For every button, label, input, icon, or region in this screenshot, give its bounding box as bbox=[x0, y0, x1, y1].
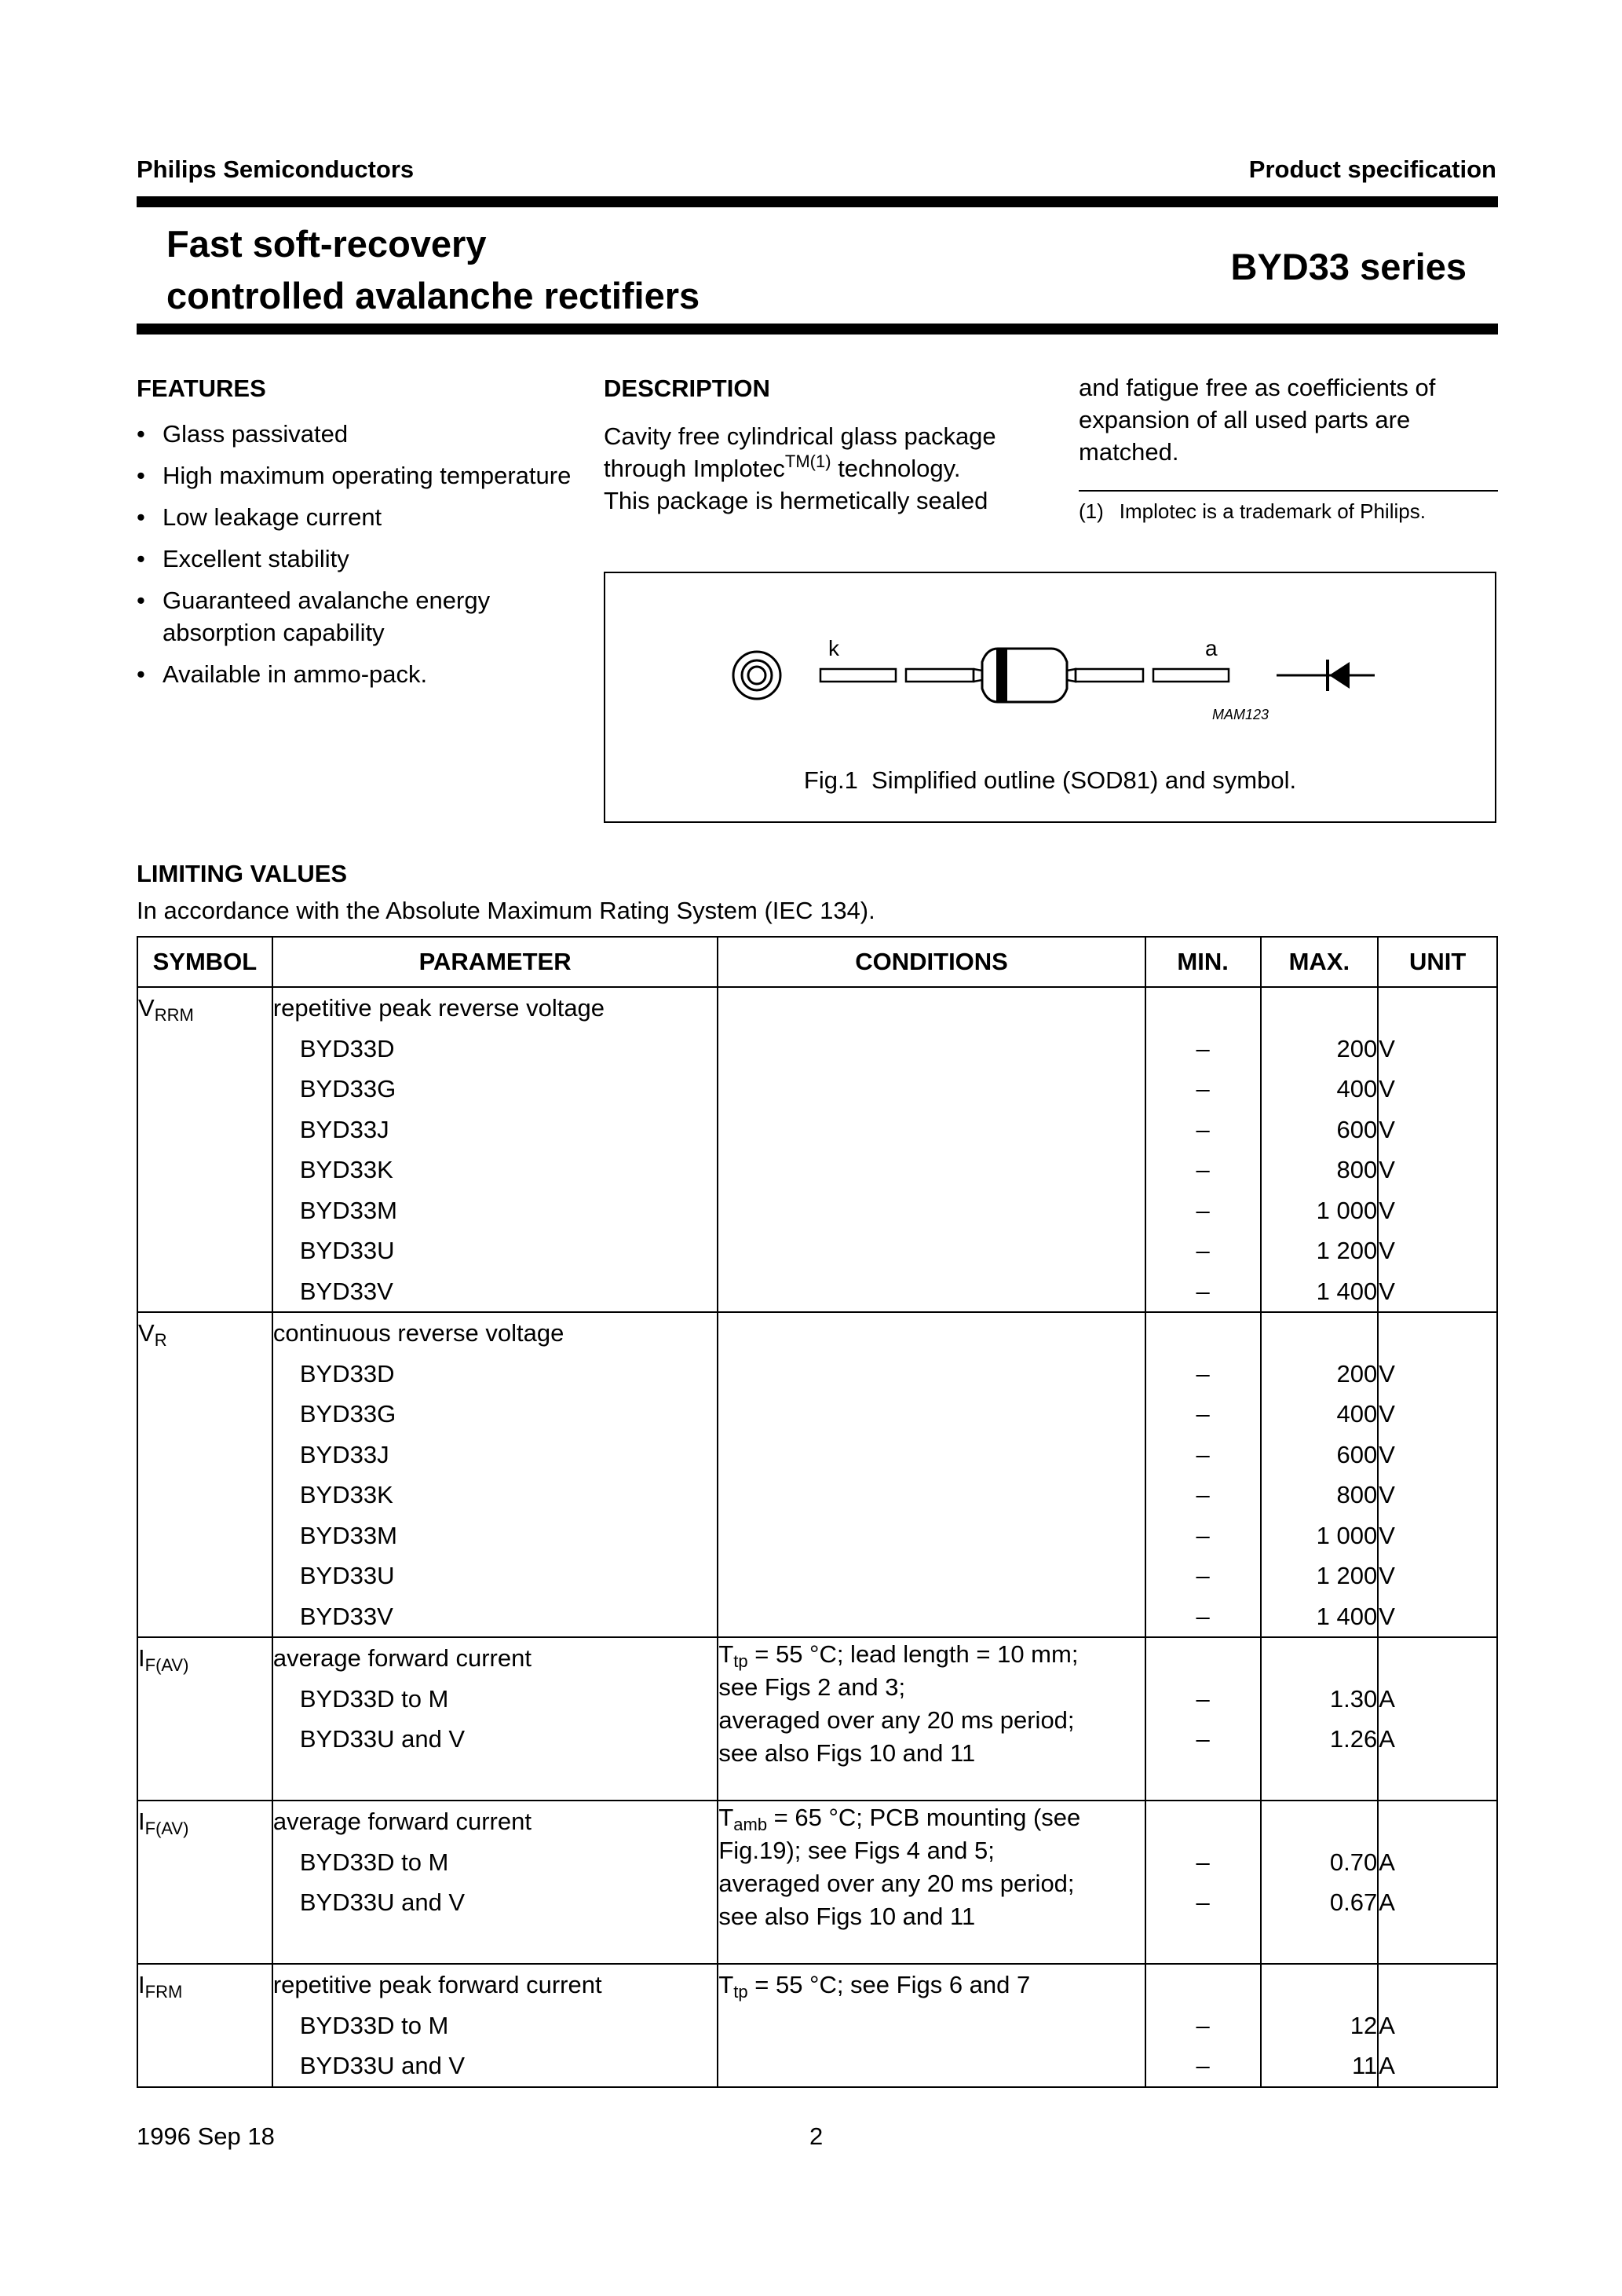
feature-item: • Guaranteed avalanche energy absorption capability bbox=[137, 584, 576, 649]
max-value: 800 bbox=[1336, 1156, 1378, 1183]
max-value: 1 400 bbox=[1316, 1277, 1378, 1305]
col-header-symbol: SYMBOL bbox=[137, 937, 272, 987]
max-value: 200 bbox=[1336, 1034, 1378, 1062]
description-continued bbox=[1079, 371, 1503, 468]
max-value: 1.30 bbox=[1329, 1684, 1378, 1713]
parameter: repetitive peak reverse voltage bbox=[272, 994, 605, 1022]
unit: V bbox=[1379, 1115, 1395, 1143]
variant: BYD33G bbox=[299, 1400, 396, 1428]
max-value: 12 bbox=[1350, 2011, 1378, 2039]
unit: V bbox=[1379, 1237, 1395, 1264]
max-value: 0.70 bbox=[1329, 1848, 1378, 1876]
variant: BYD33U and V bbox=[299, 1888, 466, 1916]
unit: V bbox=[1379, 1521, 1395, 1549]
feature-item: • Available in ammo-pack. bbox=[137, 658, 576, 690]
min-value: – bbox=[1196, 1277, 1210, 1305]
title-rule bbox=[137, 324, 1498, 335]
unit: A bbox=[1379, 2011, 1395, 2039]
unit: V bbox=[1379, 1440, 1395, 1468]
min-value: – bbox=[1196, 1848, 1210, 1876]
unit: A bbox=[1379, 1888, 1395, 1916]
unit: V bbox=[1379, 1277, 1395, 1305]
variant: BYD33U and V bbox=[299, 2052, 466, 2079]
max-value: 1 200 bbox=[1316, 1237, 1378, 1264]
description-heading: DESCRIPTION bbox=[604, 375, 770, 402]
description-text bbox=[604, 420, 1043, 517]
min-value: – bbox=[1196, 1400, 1210, 1428]
col-header-unit: UNIT bbox=[1378, 937, 1497, 987]
features-heading: FEATURES bbox=[137, 375, 266, 402]
table-row bbox=[137, 1312, 1497, 1637]
min-value: – bbox=[1196, 1725, 1210, 1753]
parameter: average forward current bbox=[272, 1644, 532, 1672]
symbol: $I_{F(AV)}$ bbox=[138, 1644, 189, 1675]
feature-item: • High maximum operating temperature bbox=[137, 459, 576, 492]
feature-item: • Excellent stability bbox=[137, 543, 576, 575]
unit: A bbox=[1379, 1725, 1395, 1753]
col-header-max: MAX. bbox=[1261, 937, 1379, 987]
min-value: – bbox=[1196, 1237, 1210, 1264]
min-value: – bbox=[1196, 1602, 1210, 1630]
variant: BYD33U and V bbox=[299, 1725, 466, 1753]
symbol: $V_{RRM}$ bbox=[138, 994, 194, 1025]
figure-outline-box bbox=[604, 572, 1496, 823]
min-value: – bbox=[1196, 1196, 1210, 1224]
min-value: – bbox=[1196, 1562, 1210, 1589]
footnote-rule bbox=[1079, 490, 1498, 492]
conditions: $T_{tp} = 55$ °C; see Figs 6 and 7 bbox=[718, 1964, 1145, 2087]
limiting-values-intro: In accordance with the Absolute Maximum Rating System (IEC 134). bbox=[137, 897, 875, 924]
title-line-2: controlled avalanche rectifiers bbox=[166, 275, 700, 316]
unit: A bbox=[1379, 2052, 1395, 2079]
min-value: – bbox=[1196, 1156, 1210, 1183]
features-list bbox=[137, 418, 576, 700]
document-type: Product specification bbox=[1248, 155, 1496, 183]
unit: A bbox=[1379, 1684, 1395, 1713]
page-number: 2 bbox=[809, 2122, 824, 2150]
feature-item: • Glass passivated bbox=[137, 418, 576, 450]
parameter: repetitive peak forward current bbox=[272, 1971, 602, 1998]
variant: BYD33V bbox=[299, 1602, 393, 1630]
unit: V bbox=[1379, 1359, 1395, 1387]
min-value: – bbox=[1196, 1115, 1210, 1143]
footer-date: 1996 Sep 18 bbox=[137, 2122, 275, 2150]
title-line-1: Fast soft-recovery bbox=[166, 223, 487, 265]
max-value: 600 bbox=[1336, 1115, 1378, 1143]
variant: BYD33D bbox=[299, 1359, 395, 1387]
conditions bbox=[718, 987, 1145, 1312]
footnote: (1) Implotec is a trademark of Philips. bbox=[1079, 499, 1426, 523]
unit: V bbox=[1379, 1034, 1395, 1062]
max-value: 200 bbox=[1336, 1359, 1378, 1387]
max-value: 11 bbox=[1352, 2052, 1378, 2079]
table-row bbox=[137, 987, 1497, 1312]
symbol: $I_{F(AV)}$ bbox=[138, 1808, 189, 1838]
unit: V bbox=[1379, 1156, 1395, 1183]
unit: V bbox=[1379, 1481, 1395, 1508]
variant: BYD33U bbox=[299, 1562, 395, 1589]
variant: BYD33M bbox=[299, 1196, 397, 1224]
description-line: and fatigue free as coefficients of bbox=[1079, 374, 1436, 401]
description-line: expansion of all used parts are bbox=[1079, 406, 1411, 433]
min-value: – bbox=[1196, 2011, 1210, 2039]
min-value: – bbox=[1196, 1481, 1210, 1508]
max-value: 1 000 bbox=[1316, 1196, 1378, 1224]
col-header-conditions: CONDITIONS bbox=[718, 937, 1145, 987]
unit: A bbox=[1379, 1848, 1395, 1876]
min-value: – bbox=[1196, 1034, 1210, 1062]
max-value: 600 bbox=[1336, 1440, 1378, 1468]
conditions: $T_{tp} = 55$ °C; lead length = 10 mm; see Figs 2 and 3; averaged over any 20 ms period; see also Figs 10 and 11 bbox=[718, 1637, 1145, 1801]
min-value: – bbox=[1196, 1888, 1210, 1916]
table-row bbox=[137, 1801, 1497, 1964]
min-value: – bbox=[1196, 2052, 1210, 2079]
max-value: 400 bbox=[1336, 1075, 1378, 1102]
variant: BYD33G bbox=[299, 1075, 396, 1102]
limiting-values-heading: LIMITING VALUES bbox=[137, 860, 348, 887]
symbol: $V_R$ bbox=[138, 1319, 167, 1350]
page-title bbox=[166, 218, 700, 322]
min-value: – bbox=[1196, 1521, 1210, 1549]
table-row bbox=[137, 1964, 1497, 2087]
unit: V bbox=[1379, 1400, 1395, 1428]
description-line: This package is hermetically sealed bbox=[604, 487, 988, 514]
company-name: Philips Semiconductors bbox=[137, 155, 415, 183]
variant: BYD33M bbox=[299, 1521, 397, 1549]
description-line: Cavity free cylindrical glass package bbox=[604, 422, 996, 450]
unit: V bbox=[1379, 1196, 1395, 1224]
max-value: 1 400 bbox=[1316, 1602, 1378, 1630]
conditions: $T_{amb} = 65$ °C; PCB mounting (see Fig.19); see Figs 4 and 5; averaged over any 20 ms period; see also Figs 10 and 11 bbox=[718, 1801, 1145, 1964]
table-row bbox=[137, 1637, 1497, 1801]
min-value: – bbox=[1196, 1440, 1210, 1468]
figure-code: MAM123 bbox=[1212, 707, 1269, 722]
min-value: – bbox=[1196, 1684, 1210, 1713]
limiting-values-table bbox=[137, 936, 1498, 2088]
cathode-label: k bbox=[828, 636, 839, 660]
min-value: – bbox=[1196, 1359, 1210, 1387]
figure-caption: Fig.1 Simplified outline (SOD81) and symbol. bbox=[803, 766, 1297, 794]
min-value: – bbox=[1196, 1075, 1210, 1102]
variant: BYD33D to M bbox=[299, 2011, 449, 2039]
description-line: through Implotec$^{TM(1)}$ technology. bbox=[604, 452, 961, 482]
max-value: 1.26 bbox=[1329, 1725, 1378, 1753]
col-header-min: MIN. bbox=[1145, 937, 1261, 987]
unit: V bbox=[1379, 1075, 1395, 1102]
max-value: 800 bbox=[1336, 1481, 1378, 1508]
variant: BYD33D bbox=[299, 1034, 395, 1062]
description-line: matched. bbox=[1079, 438, 1179, 466]
feature-item: • Low leakage current bbox=[137, 501, 576, 533]
col-header-parameter: PARAMETER bbox=[272, 937, 718, 987]
conditions bbox=[718, 1312, 1145, 1637]
unit: V bbox=[1379, 1602, 1395, 1630]
unit: V bbox=[1379, 1562, 1395, 1589]
variant: BYD33U bbox=[299, 1237, 395, 1264]
anode-label: a bbox=[1205, 636, 1218, 660]
symbol: $I_{FRM}$ bbox=[138, 1971, 183, 2002]
max-value: 400 bbox=[1336, 1400, 1378, 1428]
variant: BYD33D to M bbox=[299, 1848, 449, 1876]
variant: BYD33V bbox=[299, 1277, 393, 1305]
max-value: 1 200 bbox=[1316, 1562, 1378, 1589]
parameter: average forward current bbox=[272, 1808, 532, 1835]
max-value: 0.67 bbox=[1329, 1888, 1378, 1916]
variant: BYD33J bbox=[299, 1440, 389, 1468]
table-header-row bbox=[137, 937, 1497, 987]
variant: BYD33K bbox=[299, 1156, 393, 1183]
parameter: continuous reverse voltage bbox=[272, 1319, 564, 1347]
variant: BYD33D to M bbox=[299, 1684, 449, 1713]
header-rule bbox=[137, 196, 1498, 207]
variant: BYD33J bbox=[299, 1115, 389, 1143]
series-name: BYD33 series bbox=[1230, 246, 1467, 287]
variant: BYD33K bbox=[299, 1481, 393, 1508]
max-value: 1 000 bbox=[1316, 1521, 1378, 1549]
